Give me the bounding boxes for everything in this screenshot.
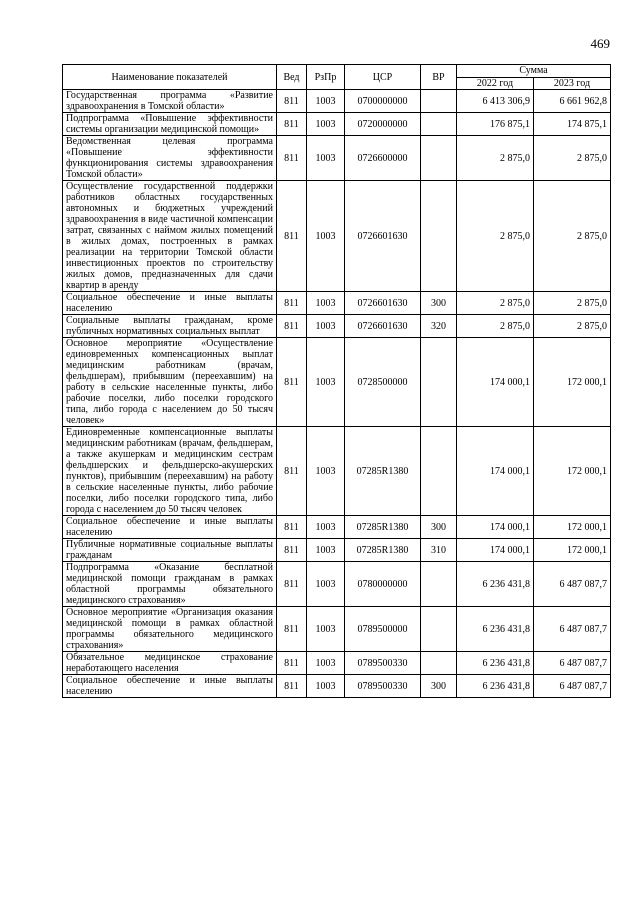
cell-csr: 07285R1380 <box>345 427 421 516</box>
cell-vr <box>421 136 457 181</box>
cell-y2022: 2 875,0 <box>457 181 534 292</box>
cell-ved: 811 <box>277 90 307 113</box>
cell-y2023: 6 487 087,7 <box>534 675 611 698</box>
cell-rzpr: 1003 <box>307 90 345 113</box>
table-row <box>63 652 611 675</box>
header-rzpr: РзПр <box>307 65 345 90</box>
cell-name: Обязательное медицинское страхование неработающего населения <box>63 652 277 675</box>
header-ved: Вед <box>277 65 307 90</box>
cell-csr: 0726601630 <box>345 315 421 338</box>
table-row <box>63 338 611 427</box>
cell-vr <box>421 90 457 113</box>
cell-csr: 0726600000 <box>345 136 421 181</box>
cell-y2022: 174 000,1 <box>457 516 534 539</box>
cell-rzpr: 1003 <box>307 539 345 562</box>
cell-y2023: 2 875,0 <box>534 136 611 181</box>
cell-name: Основное мероприятие «Организация оказания медицинской помощи в рамках областной программы обязательного медицинского страхования» <box>63 607 277 652</box>
cell-y2022: 6 236 431,8 <box>457 652 534 675</box>
cell-rzpr: 1003 <box>307 113 345 136</box>
cell-csr: 0789500330 <box>345 675 421 698</box>
header-2023: 2023 год <box>534 77 611 90</box>
cell-y2022: 174 000,1 <box>457 427 534 516</box>
cell-ved: 811 <box>277 338 307 427</box>
cell-name: Осуществление государственной поддержки работников областных государственных автономных и бюджетных учреждений здравоохранения в виде частичной компенсации затрат, связанных с наймом жилых помещений в жилых домах, построенных в рамках реализации на территории Томской области инвестиционных проектов по строительству жилых домов, предназначенных для сдачи квартир в аренду <box>63 181 277 292</box>
cell-rzpr: 1003 <box>307 181 345 292</box>
header-vr: ВР <box>421 65 457 90</box>
cell-vr <box>421 652 457 675</box>
cell-rzpr: 1003 <box>307 675 345 698</box>
cell-rzpr: 1003 <box>307 315 345 338</box>
cell-name: Социальное обеспечение и иные выплаты населению <box>63 292 277 315</box>
cell-ved: 811 <box>277 427 307 516</box>
cell-name: Основное мероприятие «Осуществление единовременных компенсационных выплат медицинским работникам (врачам, фельдшерам), прибывшим (переехавшим) на работу в сельские населенные пункты, либо рабочие поселки, либо поселки городского типа, либо города с населением до 50 тысяч человек» <box>63 338 277 427</box>
cell-y2022: 176 875,1 <box>457 113 534 136</box>
cell-y2023: 2 875,0 <box>534 181 611 292</box>
cell-y2022: 2 875,0 <box>457 292 534 315</box>
cell-y2022: 174 000,1 <box>457 338 534 427</box>
cell-rzpr: 1003 <box>307 562 345 607</box>
cell-csr: 07285R1380 <box>345 516 421 539</box>
cell-ved: 811 <box>277 136 307 181</box>
header-csr: ЦСР <box>345 65 421 90</box>
cell-csr: 07285R1380 <box>345 539 421 562</box>
cell-vr <box>421 113 457 136</box>
table-row <box>63 607 611 652</box>
cell-y2023: 6 487 087,7 <box>534 652 611 675</box>
cell-vr <box>421 562 457 607</box>
header-name: Наименование показателей <box>63 65 277 90</box>
cell-csr: 0720000000 <box>345 113 421 136</box>
cell-y2023: 2 875,0 <box>534 292 611 315</box>
cell-y2023: 6 661 962,8 <box>534 90 611 113</box>
cell-ved: 811 <box>277 315 307 338</box>
cell-ved: 811 <box>277 292 307 315</box>
cell-csr: 0700000000 <box>345 90 421 113</box>
cell-csr: 0780000000 <box>345 562 421 607</box>
cell-y2022: 6 236 431,8 <box>457 562 534 607</box>
cell-csr: 0789500000 <box>345 607 421 652</box>
cell-csr: 0726601630 <box>345 292 421 315</box>
cell-vr: 310 <box>421 539 457 562</box>
table-row <box>63 315 611 338</box>
page-number: 469 <box>590 36 610 51</box>
cell-ved: 811 <box>277 539 307 562</box>
cell-rzpr: 1003 <box>307 516 345 539</box>
header-2022: 2022 год <box>457 77 534 90</box>
cell-y2023: 174 875,1 <box>534 113 611 136</box>
cell-y2023: 172 000,1 <box>534 539 611 562</box>
table-row <box>63 562 611 607</box>
cell-vr <box>421 427 457 516</box>
cell-name: Ведомственная целевая программа «Повышение эффективности функционирования системы здравоохранения Томской области» <box>63 136 277 181</box>
cell-y2022: 2 875,0 <box>457 315 534 338</box>
cell-y2022: 6 413 306,9 <box>457 90 534 113</box>
table-row <box>63 292 611 315</box>
table-row <box>63 539 611 562</box>
cell-y2023: 172 000,1 <box>534 516 611 539</box>
cell-ved: 811 <box>277 562 307 607</box>
cell-csr: 0789500330 <box>345 652 421 675</box>
table-row <box>63 675 611 698</box>
cell-rzpr: 1003 <box>307 338 345 427</box>
cell-y2023: 172 000,1 <box>534 338 611 427</box>
budget-table <box>62 64 611 698</box>
cell-y2023: 2 875,0 <box>534 315 611 338</box>
table-row <box>63 181 611 292</box>
cell-ved: 811 <box>277 181 307 292</box>
table-row <box>63 516 611 539</box>
cell-vr <box>421 607 457 652</box>
cell-vr: 320 <box>421 315 457 338</box>
cell-vr: 300 <box>421 292 457 315</box>
header-sum: Сумма <box>457 65 611 78</box>
cell-rzpr: 1003 <box>307 652 345 675</box>
cell-ved: 811 <box>277 675 307 698</box>
cell-vr: 300 <box>421 675 457 698</box>
cell-vr <box>421 338 457 427</box>
cell-name: Социальное обеспечение и иные выплаты населению <box>63 675 277 698</box>
cell-y2023: 6 487 087,7 <box>534 562 611 607</box>
cell-name: Публичные нормативные социальные выплаты гражданам <box>63 539 277 562</box>
cell-name: Государственная программа «Развитие здравоохранения в Томской области» <box>63 90 277 113</box>
cell-csr: 0726601630 <box>345 181 421 292</box>
cell-csr: 0728500000 <box>345 338 421 427</box>
cell-name: Подпрограмма «Повышение эффективности системы организации медицинской помощи» <box>63 113 277 136</box>
cell-y2023: 172 000,1 <box>534 427 611 516</box>
cell-y2022: 2 875,0 <box>457 136 534 181</box>
cell-ved: 811 <box>277 652 307 675</box>
cell-y2022: 6 236 431,8 <box>457 675 534 698</box>
cell-y2022: 6 236 431,8 <box>457 607 534 652</box>
cell-rzpr: 1003 <box>307 136 345 181</box>
table-row <box>63 427 611 516</box>
cell-ved: 811 <box>277 516 307 539</box>
cell-y2023: 6 487 087,7 <box>534 607 611 652</box>
table-row <box>63 90 611 113</box>
table-row <box>63 136 611 181</box>
cell-ved: 811 <box>277 607 307 652</box>
table-row <box>63 113 611 136</box>
cell-name: Подпрограмма «Оказание бесплатной медицинской помощи гражданам в рамках областной программы обязательного медицинского страхования» <box>63 562 277 607</box>
cell-y2022: 174 000,1 <box>457 539 534 562</box>
cell-rzpr: 1003 <box>307 292 345 315</box>
cell-name: Единовременные компенсационные выплаты медицинским работникам (врачам, фельдшерам, а также акушеркам и медицинским сестрам фельдшерских и фельдшерско-акушерских пунктов), прибывшим (переехавшим) на работу в сельские населенные пункты, либо рабочие поселки, либо поселки городского типа, либо города с населением до 50 тысяч человек <box>63 427 277 516</box>
cell-ved: 811 <box>277 113 307 136</box>
cell-rzpr: 1003 <box>307 427 345 516</box>
cell-vr <box>421 181 457 292</box>
cell-name: Социальные выплаты гражданам, кроме публичных нормативных социальных выплат <box>63 315 277 338</box>
cell-name: Социальное обеспечение и иные выплаты населению <box>63 516 277 539</box>
cell-rzpr: 1003 <box>307 607 345 652</box>
cell-vr: 300 <box>421 516 457 539</box>
